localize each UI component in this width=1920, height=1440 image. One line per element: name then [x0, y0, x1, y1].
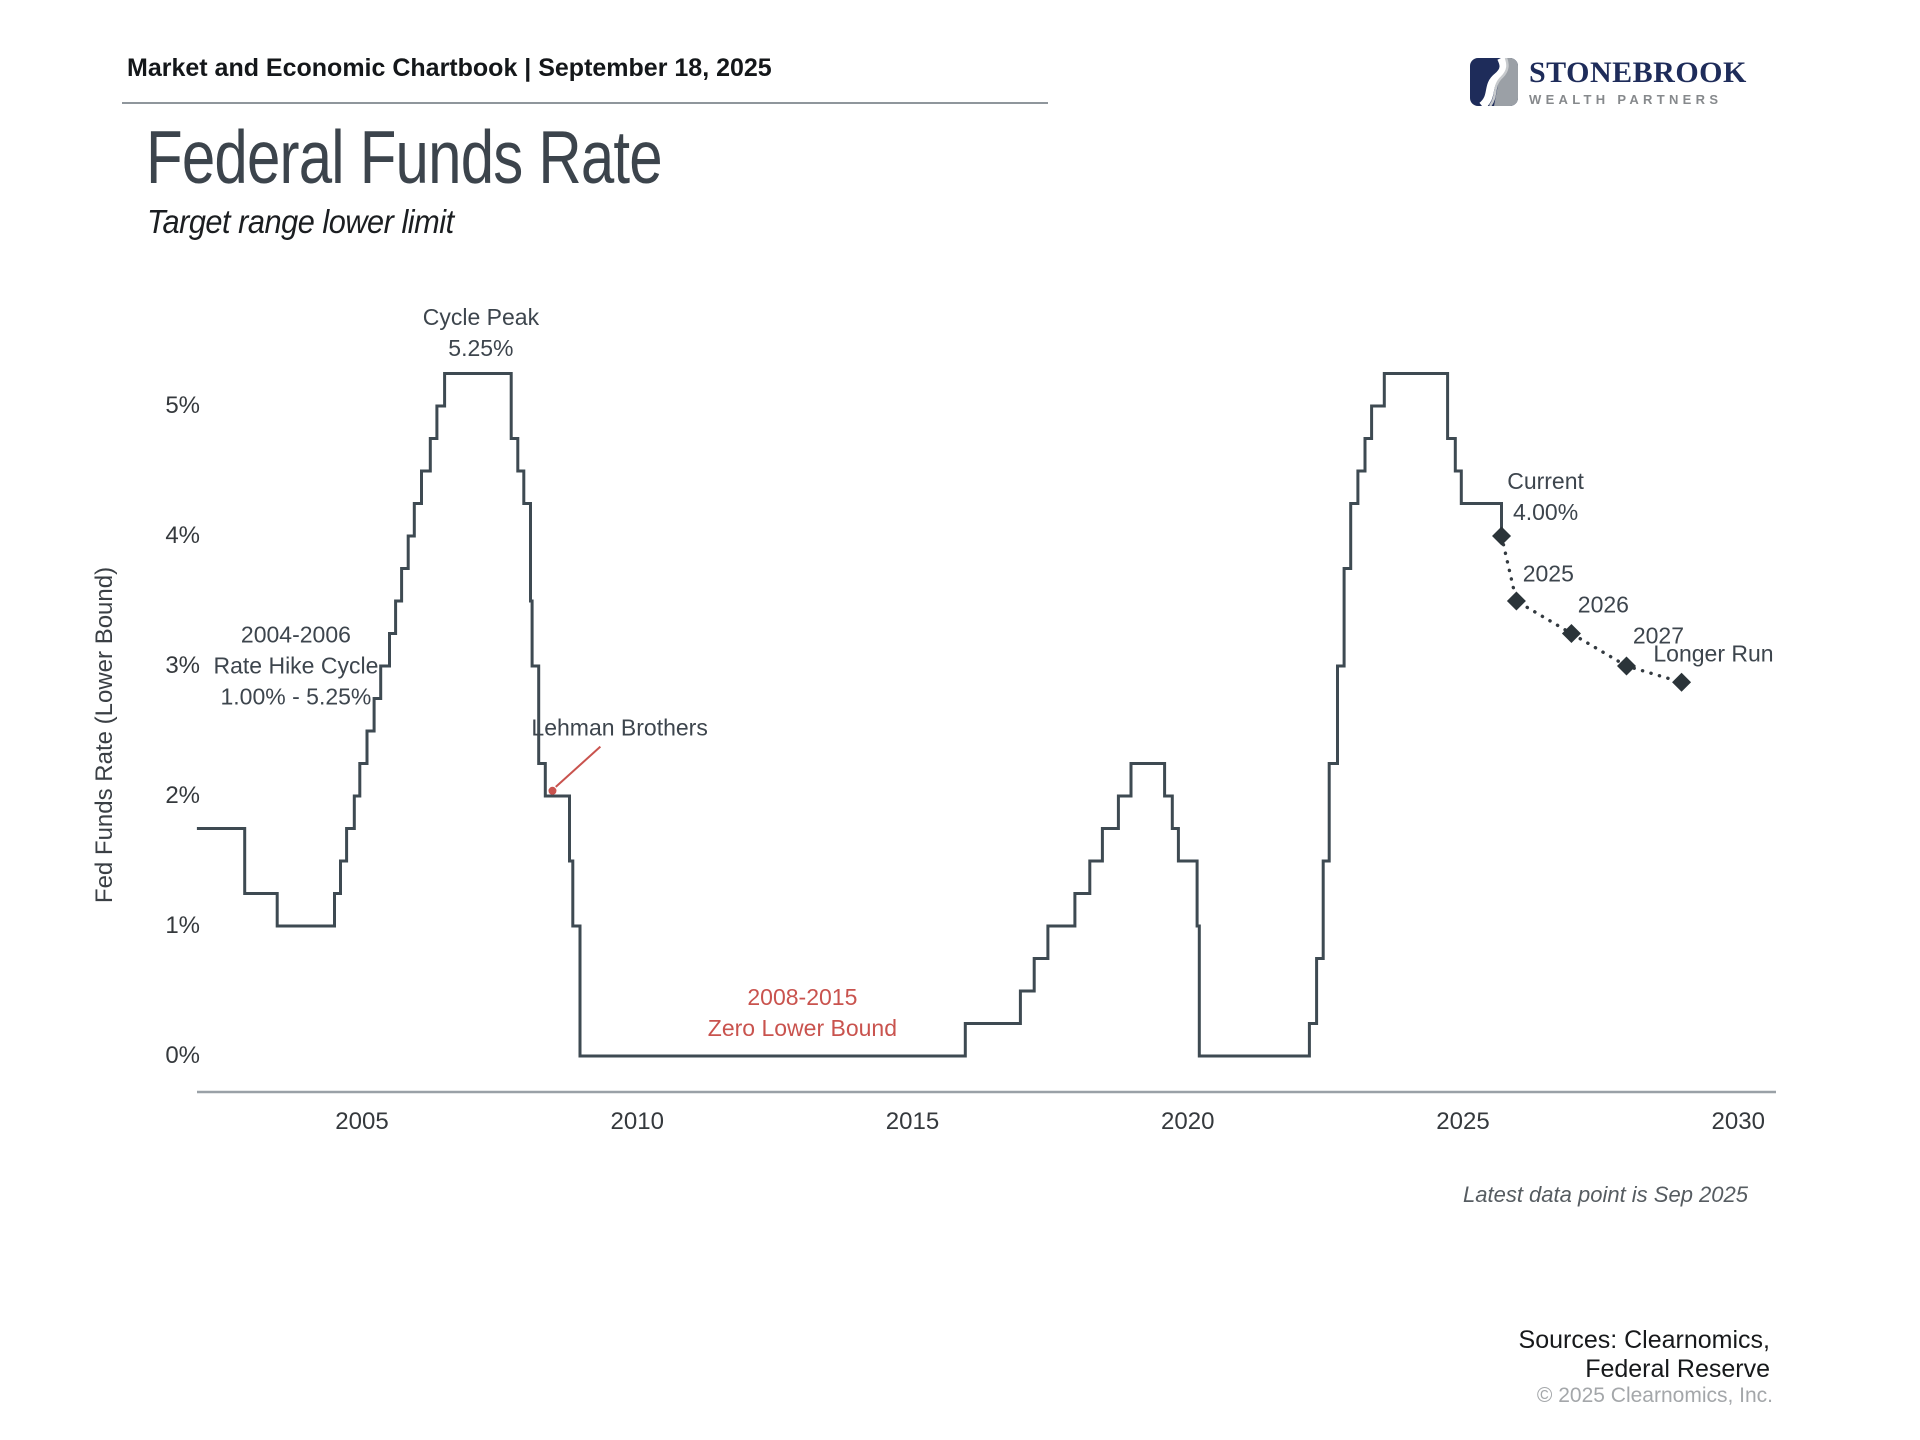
y-tick-3pct: 3% — [165, 652, 200, 679]
sources-line-1: Sources: Clearnomics, — [1518, 1326, 1770, 1354]
page-subtitle: Target range lower limit — [147, 203, 454, 240]
annotation-zero-lower-bound — [708, 982, 897, 1044]
annotation-zero-lower-bound-line: Zero Lower Bound — [707, 1015, 898, 1042]
y-axis-title: Fed Funds Rate (Lower Bound) — [91, 566, 118, 904]
projection-diamond-longer-run — [1672, 673, 1691, 692]
x-tick-2005: 2005 — [335, 1108, 389, 1135]
annotation-proj-2025 — [1523, 558, 1574, 589]
x-tick-2030: 2030 — [1711, 1108, 1765, 1135]
sources-line-2: Federal Reserve — [1585, 1355, 1770, 1383]
annotation-cycle-peak-line: Cycle Peak — [422, 304, 540, 331]
y-tick-1pct: 1% — [165, 912, 200, 939]
annotation-rate-hike-cycle-line: 2004-2006 — [240, 621, 351, 648]
y-tick-2pct: 2% — [165, 782, 200, 809]
annotation-longer-run — [1653, 639, 1773, 670]
annotation-proj-2026 — [1578, 589, 1629, 620]
logo-tagline: WEALTH PARTNERS — [1529, 92, 1723, 107]
projection-diamond-2025 — [1507, 592, 1526, 611]
annotation-current-rate — [1507, 466, 1584, 528]
annotation-cycle-peak-line: 5.25% — [448, 335, 514, 362]
x-tick-2025: 2025 — [1436, 1108, 1490, 1135]
projection-diamond-2026 — [1562, 624, 1581, 643]
annotation-zero-lower-bound-line: 2008-2015 — [747, 984, 858, 1011]
annotation-current-rate-line: 4.00% — [1512, 499, 1579, 525]
latest-data-note: Latest data point is Sep 2025 — [1463, 1182, 1748, 1207]
y-tick-5pct: 5% — [165, 392, 200, 419]
copyright: © 2025 Clearnomics, Inc. — [1536, 1384, 1773, 1407]
annotation-current-rate-line: Current — [1507, 468, 1584, 494]
chartbook-header: Market and Economic Chartbook | September 18, 2025 — [127, 54, 772, 82]
lehman-brothers-dot — [548, 787, 556, 795]
projection-diamond-2027 — [1617, 657, 1636, 676]
y-tick-0pct: 0% — [165, 1042, 200, 1069]
annotation-rate-hike-cycle-line: 1.00% - 5.25% — [220, 683, 372, 710]
lehman-brothers-arrow — [556, 747, 601, 787]
annotation-longer-run-line: Longer Run — [1653, 640, 1774, 667]
annotation-rate-hike-cycle — [213, 620, 378, 713]
annotation-proj-2027-line: 2027 — [1632, 622, 1685, 649]
y-tick-4pct: 4% — [165, 522, 200, 549]
x-tick-2020: 2020 — [1161, 1108, 1215, 1135]
projection-diamond-current — [1492, 527, 1511, 546]
annotation-proj-2026-line: 2026 — [1577, 591, 1629, 618]
annotation-rate-hike-cycle-line: Rate Hike Cycle — [213, 652, 379, 679]
sources — [1519, 1326, 1770, 1384]
annotation-lehman-brothers-line: Lehman Brothers — [531, 714, 708, 741]
fed-funds-step-line — [197, 374, 1502, 1057]
logo-name: STONEBROOK — [1529, 56, 1747, 89]
annotation-cycle-peak — [423, 302, 539, 364]
annotation-lehman-brothers — [531, 713, 707, 744]
x-tick-2015: 2015 — [885, 1108, 940, 1135]
page-title: Federal Funds Rate — [146, 115, 662, 199]
annotation-proj-2025-line: 2025 — [1522, 560, 1574, 587]
x-tick-2010: 2010 — [610, 1108, 664, 1135]
